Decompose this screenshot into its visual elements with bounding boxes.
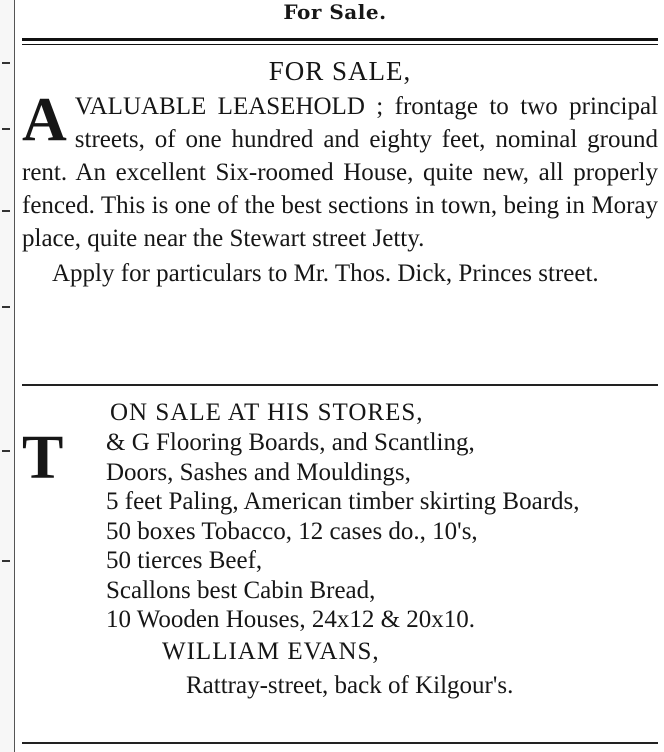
- list-item: Doors, Sashes and Mouldings,: [106, 458, 411, 486]
- drop-cap: T: [22, 424, 64, 492]
- margin-mark: [2, 306, 10, 308]
- list-item: 5 feet Paling, American timber skirting Boards,: [106, 488, 580, 515]
- ad-heading: ON SALE AT HIS STORES,: [110, 399, 424, 426]
- list-item: & G Flooring Boards, and Scantling,: [106, 429, 475, 456]
- list-item: 50 boxes Tobacco, 12 cases do., 10's,: [106, 517, 478, 545]
- advertiser-address: Rattray-street, back of Kilgour's.: [186, 671, 514, 699]
- ad-apply: Apply for particulars to Mr. Thos. Dick, Princes street.: [52, 260, 599, 287]
- margin-mark: [2, 560, 10, 562]
- header-rule: [22, 38, 658, 45]
- advertiser-name: WILLIAM EVANS,: [162, 637, 380, 665]
- list-item: 50 tierces Beef,: [106, 547, 263, 574]
- advertisement-leasehold: [22, 52, 658, 290]
- margin-mark: [2, 62, 10, 64]
- margin-mark: [2, 128, 10, 130]
- divider-rule: [22, 384, 658, 386]
- footer-rule: [22, 742, 658, 744]
- stock-list: [22, 424, 658, 635]
- ad-body-text: VALUABLE LEASEHOLD ; frontage to two principal streets, of one hundred and eighty feet, nominal ground rent. An excellent Six-roomed House, quite new, all properly fenced. This is one of the best sections in town, being in Moray place, quite near the Stewart street Jetty.: [22, 93, 658, 252]
- ad-body: [22, 86, 658, 255]
- list-item: 10 Wooden Houses, 24x12 & 20x10.: [106, 606, 476, 633]
- ad-heading: FOR SALE,: [268, 56, 412, 86]
- margin-mark: [2, 450, 10, 452]
- drop-cap: A: [22, 86, 67, 154]
- adjacent-column-edge: [0, 0, 15, 752]
- margin-mark: [2, 210, 10, 212]
- advertisement-stores: [22, 398, 658, 701]
- list-item: Scallons best Cabin Bread,: [106, 576, 376, 604]
- section-title: For Sale.: [283, 0, 387, 24]
